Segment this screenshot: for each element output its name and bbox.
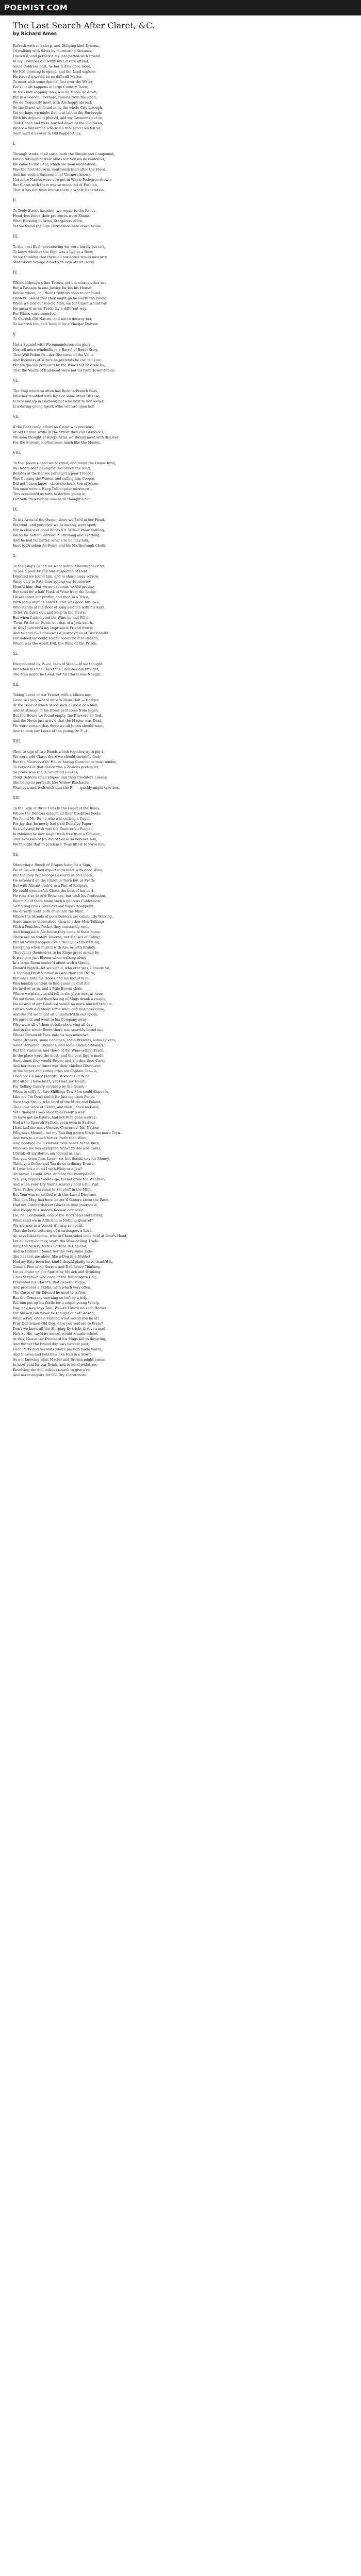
poem-line: With some stuff he call'd Claret was good Mr. P—e, xyxy=(13,600,101,604)
poem-line: Whether troubled with Rats or some other Disease, xyxy=(13,394,101,398)
poem-line: He invited us in, and a Mile Broom chair, xyxy=(13,987,83,991)
logo-domain: COM xyxy=(46,3,68,12)
poem-line: But all Wrung-nappen like a Dull Quakers-Meeting; xyxy=(13,940,101,944)
poem-line: Some Coldress past, he bor'd if he once more, xyxy=(13,64,92,69)
stanza xyxy=(13,378,348,409)
poem-line: For in choice of good Wines Kit. Will—I know nothing, xyxy=(13,528,105,532)
poem-line: We are now in a Vessel, if I may so speak, xyxy=(13,1224,84,1228)
poem-line: Ay, says Likeadsome, who in Cheat-sided once bold at Boar's-Head, xyxy=(13,1234,127,1238)
poem-line: Why, says Mound—too my Bawling grown Kings me more Cryn— xyxy=(13,1131,124,1135)
poem-line: This occasion'd us both to decline going in, xyxy=(13,492,87,496)
poem-line: To let Visitants out, and keep in the Fleu's. xyxy=(13,611,86,615)
poem-line: Don't we know all the Slurping-Ily tricks that you use? xyxy=(13,1327,106,1331)
site-header xyxy=(0,0,361,15)
stanza xyxy=(13,651,348,677)
poem-line: And being each Ale-house they come to their home; xyxy=(13,930,101,934)
poem-line: So we thinking that there all our hopes would miscarry, xyxy=(13,255,108,259)
poem-line: By Broom-Men a Singing Old Simon the King; xyxy=(13,466,91,470)
poem-line: Is a daring young Spark o'the venture upon her. xyxy=(13,404,95,409)
poem-line: That Ten Mug had been batter'd Ginters about the Face, xyxy=(13,1198,109,1202)
poem-line: And produces a Fiddle, with which very often, xyxy=(13,1285,92,1290)
stanza xyxy=(13,682,348,734)
poem-line: Pray Gentlemen Old Dog, dare you venture to Prate? xyxy=(13,1321,103,1326)
poem-line: To the Arms of the Queen, since we Pal'd at her Head, xyxy=(13,518,105,522)
poem-line: Steer'd our Voyage directly to sign of Old Harry. xyxy=(13,260,95,264)
poem-line: But Claret with them was so much out of Fashion, xyxy=(13,183,98,187)
poem-line: Prevented his Claret's, that general Vogue; xyxy=(13,1280,87,1284)
poem-line: We were certain that there we all Juices should want, xyxy=(13,724,104,728)
poem-line: Came to Lyon, where once William Hall — Hedger xyxy=(13,698,99,702)
poem-line: To have got an Estate, had not Wife gone a stray; xyxy=(13,1115,97,1120)
poem-line: For Musick can never be thought out of Season, xyxy=(13,1311,95,1315)
poem-line: And as strange in his Dress as if come from Japan; xyxy=(13,708,99,713)
poem-line: Hous'd him; that we no expences would grudge, xyxy=(13,585,95,589)
poem-line: That excesses of Joy did of Sense so bereave him, xyxy=(13,837,97,841)
poem-line: But when his fine Claret the Chamberlain brought, xyxy=(13,667,100,671)
stanza xyxy=(13,198,348,229)
poem-line: Sometimes they would Swear, and another time Curse, xyxy=(13,1059,107,1063)
poem-line: Twixt Debtors small Hopes, and their Creditors Losses; xyxy=(13,775,107,779)
stanza-numeral: I. xyxy=(13,142,15,146)
poem-line: But the Vintners, and those of the Wine-selling Trade, xyxy=(13,1048,105,1053)
stanza xyxy=(13,141,348,193)
poem-line: At the upper end sitting cries old Captain Ter—le, xyxy=(13,1069,98,1073)
poem-line: Come a Ploo of all Sorrow and Dull heavy Thinking, xyxy=(13,1265,101,1269)
poem-line: Was Cursing the Waiter, and calling him Cooper, xyxy=(13,477,95,481)
poem-line: The Man might be Good, yet his Claret was Naught. xyxy=(13,672,102,676)
poem-line: But the Mistress o'th' House having Conscience most tender, xyxy=(13,760,117,764)
stanza-numeral: XIII. xyxy=(13,739,21,743)
poem-line: To Cherish Old Nature, and not to destroy her, xyxy=(13,317,92,321)
poem-line: Some Drapers, some Lacemen, some Brewers, some Bakers, xyxy=(13,1038,116,1042)
poem-line: If the Bear could afford no Claret was precious, xyxy=(13,425,94,429)
poem-line: In my Chamber did softly my Leisure attend; xyxy=(13,59,89,63)
poem-line: Refresh with soft sleep, and Obliging kind Dreams, xyxy=(13,44,100,48)
poem-line: At the chief Topping Inns, will no Tipple go down; xyxy=(13,90,98,94)
logo-letter: P xyxy=(4,3,10,12)
poem-line: And has such a Succession of Vintners known, xyxy=(13,173,92,177)
poem-line: For Self-Preservation was ne're thought a Sin. xyxy=(13,497,92,501)
poem-line: We desir'd of our Landlord would no more himself trouble, xyxy=(13,1002,113,1006)
author-link[interactable]: Richard Ames xyxy=(21,31,57,37)
poem-line: We at Go—ds then expected to meet with good Wine; xyxy=(13,868,104,872)
poem-line: Who like me has exempted from Trouble and Cares, xyxy=(13,1146,102,1150)
poem-line: What Blessing to Arms, Stargazers allow, xyxy=(13,219,83,223)
poem-container xyxy=(13,21,348,1383)
poem-title: The Last Search After Claret, &C. xyxy=(13,21,155,30)
poem-line: I wak'n'd, and perceiv'd my late parted-with Friend, xyxy=(13,54,102,58)
stanza-numeral: XII. xyxy=(13,683,20,687)
poem-line: Went out, and both wish that the P—— quickly might take her. xyxy=(13,786,119,790)
poem-line: We came to the Bear, which we soon understood, xyxy=(13,162,97,166)
logo-dot: . xyxy=(43,3,47,12)
poem-line: And so took our Leave of the young Dr. P—t. xyxy=(13,729,89,733)
poem-line: He could counterfeit Claret the best of her sort, xyxy=(13,889,95,893)
poem-line: In a large Room encirc'd about with a throng, xyxy=(13,961,91,965)
poem-line: Disappointed by P—ce, then of Wood—ld we thought xyxy=(13,662,103,666)
poem-line: But since both his Hopes and his Industry fail, xyxy=(13,976,92,980)
poem-line: But when I attempted the Wine he had Wil'd, xyxy=(13,616,90,620)
poem-line: Where the Debtors esteem all their Creditors Fools; xyxy=(13,811,102,816)
poem-line: They fancy themselves to be Kings great as can be. xyxy=(13,951,101,955)
poem-line: Before whom, call their Creditors soon to confound; xyxy=(13,291,102,295)
stanza-numeral: IX. xyxy=(13,507,18,512)
poem-line: At the Door of which stood such a Ghost of a Man, xyxy=(13,703,99,707)
poem-line: Would all of them make such a got'rous Confession; xyxy=(13,899,101,903)
poem-byline xyxy=(13,31,348,37)
stanza xyxy=(13,553,348,646)
stanza xyxy=(13,270,348,327)
poem-line: For so it oft happens in large Country Town; xyxy=(13,85,88,89)
poem-line: To Persons of that desire was a Zealous pretender; xyxy=(13,765,100,769)
poem-line: And Richness of Wine's he pretends he can tell you: xyxy=(13,358,101,362)
stanza xyxy=(13,450,348,502)
poem-line: For indeed we could scarce reconcile it to Reason, xyxy=(13,636,99,640)
stanza-numeral: V. xyxy=(13,332,17,336)
poem-line: To know whether the Sign was a Lyg or a Boot; xyxy=(13,250,93,254)
poem-line: Not more Names were e're get in Whole Pedegree shown: xyxy=(13,178,112,182)
poem-line: Is now laid up in Harbour, but who next to her owner, xyxy=(13,399,105,403)
poem-line: Ah brave! I could have stood at the Pantry-Door, xyxy=(13,1172,95,1176)
poem-line: Fie, fie, Gentlemen, one of the Hogshead and Barrel, xyxy=(13,1213,103,1217)
poem-line: Who stands at the Door of King's-Bench with his Keys, xyxy=(13,605,106,609)
poem-line: If I was but a mind I with-Whig or a Jew? xyxy=(13,1167,83,1171)
stanza-numeral: VI. xyxy=(13,379,19,383)
poem-line: For Selling Canary so cheap by the Quart; xyxy=(13,1084,85,1089)
poem-line: And the News just arriv'd that the Master was Dead, xyxy=(13,719,103,723)
poem-line: So finding cross Fates did our hopes disappoint, xyxy=(13,904,95,908)
poem-line: Where we plainly could tell in the place next as hear; xyxy=(13,992,104,996)
stanza-numeral: II. xyxy=(13,198,17,202)
poem-line: So the Claret we found none the whole City through, xyxy=(13,106,103,110)
poem-line: Yet we found the Sign Retrograde here down below. xyxy=(13,224,102,228)
poem-line: But Tom was so nettled with this Laced Disgrace, xyxy=(13,1193,97,1197)
poem-line: Had my Fate been but kind I should gladly have thank'd it. xyxy=(13,1260,113,1264)
poem-line: Which although a fine Tavern, yet has scarce other use, xyxy=(13,281,108,285)
poem-line: But send for a half Flask of Wine from the Lodge xyxy=(13,590,96,594)
poem-line: Had not Lumbardstreet Glover in time interpos'd, xyxy=(13,1203,98,1207)
stanza xyxy=(13,332,348,373)
stanza xyxy=(13,414,348,445)
site-logo[interactable] xyxy=(4,4,68,12)
poem-line: Resolving the dull tedious search to give o're, xyxy=(13,1368,91,1372)
stanza xyxy=(13,739,348,790)
poem-line: So lively and brisk was the Counterfeit Pauper, xyxy=(13,827,93,831)
poem-line: Yet I thought I was once in as ready a way xyxy=(13,1110,85,1114)
stanza-numeral: VII. xyxy=(13,415,20,419)
poem-line: Was the first House in Southwark built after the Flood, xyxy=(13,167,107,172)
poem-line: We do frequently meet with Ale happy abroad; xyxy=(13,100,92,105)
poem-line: And in the whole Room there was scarcely found one, xyxy=(13,1028,105,1032)
poem-line: He esteem'd all the Claret in Town but as Froth; xyxy=(13,878,95,883)
poem-line: To the Sign of three Tuns in the Heart of the Rules, xyxy=(13,806,101,810)
poem-line: To the next Bush adventuring we were hardly put to't, xyxy=(13,245,105,249)
poem-line: The Cares of Sir Edward he used to soften; xyxy=(13,1291,87,1295)
stanza-numeral: VIII. xyxy=(13,451,21,455)
poem-line: I had once a most plentiful stock of Old Wine; xyxy=(13,1074,91,1078)
poem-line: Nor tell more windmills in a Barrel of Bendi Story, xyxy=(13,348,99,352)
poem-line: That the Vaults of Bull-head were not far from Tower-Stairs. xyxy=(13,368,116,372)
poem-line: I Drink off my Bottle, am Jocund as any; xyxy=(13,1151,81,1156)
poem-line: Yes, yes, cries Tom. Lawr—ce, but thanks to your Money. xyxy=(13,1157,110,1161)
poem-line: Why, the Misery Meres Fortune in England; xyxy=(13,1244,88,1248)
poem-body xyxy=(13,43,348,1378)
poem-line: She being so perfectly like Widow Blackacre, xyxy=(13,781,90,785)
poem-line: With a Penitless Pocket they constantly rant, xyxy=(13,925,89,929)
poem-line: Some Hornified Cuckolds, and some Cuckold-Makers, xyxy=(13,1043,105,1047)
poem-line: Through stinks of all sorts, both the Simple and Compound, xyxy=(13,152,115,156)
poem-line: And he said P—e once was a Journeyman at Black-smith: xyxy=(13,631,110,635)
poem-line: For joy that he newly had paid Debts by Paper; xyxy=(13,822,93,826)
poem-line: And Glasses and Pots flew like Hail in a Storm; xyxy=(13,1352,93,1357)
poem-line: To meet with some Special Just over the Water; xyxy=(13,80,94,84)
poem-line: He told morning to spend, and the Land explore; xyxy=(13,70,96,74)
poem-line: Besides at the Bar we perceiv'd a poor Trooper xyxy=(13,471,93,476)
poem-line: That it has not been known there a whole Generation. xyxy=(13,188,105,192)
poem-line: What a Pox, cries a Vintner, what would you be at? xyxy=(13,1316,100,1320)
poem-line: At this I perceiv'd my Imprison'd Friend frown; xyxy=(13,626,93,630)
poem-line: Let all every-he may, scorn the Wine-selling Trade; xyxy=(13,1239,100,1243)
poem-line: Had a the Spanish Padlock been even in Fashion, xyxy=(13,1121,97,1125)
poem-line: We sat down, and then having of Mugs drank a couple, xyxy=(13,997,107,1001)
poem-line: That the least tottering of it endangers a Leak. xyxy=(13,1229,93,1233)
poem-line: We were told Claret there we should certainly find; xyxy=(13,755,100,759)
poem-line: So brave was she in Soliciting Causes, xyxy=(13,770,78,774)
poem-line: We thought that in prudence 'twas fittest to leave him. xyxy=(13,842,106,846)
poem-line: To the Queen's-head we hastned, and found the House Ring, xyxy=(13,461,116,465)
poem-line: Each Party had Seconds where passion made Warm, xyxy=(13,1347,102,1351)
poem-line: And turn to a much better Profit than Wine; xyxy=(13,1136,88,1140)
poem-line: Was humbly content to find guess by dull Ale: xyxy=(13,981,91,986)
poem-line: He's as Hic, say'd be amiss', would Muzzle school xyxy=(13,1332,97,1336)
poem-line: I had had the most Venture Concern'd 'Ith' Nation: xyxy=(13,1126,100,1130)
poem-line: Where the Streets of poor Debtors are constantly Walking, xyxy=(13,914,113,919)
poem-line: At this, House—er Drunkard his Mugs fell to throwing, xyxy=(13,1337,106,1341)
poem-line: Which through narrow Allies our Senses do confound, xyxy=(13,157,105,161)
stanza-numeral: XV. xyxy=(13,853,19,857)
poem-line: And when your Dry Vaults scarcely hold a full Pint, xyxy=(13,1182,100,1187)
poem-line: He runs'd so darn'd Brewings, but wish his Profession, xyxy=(13,894,106,898)
poem-line: The Lions were of Claret, and then I have no Land, xyxy=(13,1105,100,1109)
stanza xyxy=(13,43,348,136)
poem-line: Head, but found their pretences were Shams; xyxy=(13,214,91,218)
poem-line: But altho' I have lost't, yet I had my Heart, xyxy=(13,1079,86,1083)
poem-line: To the King's Bench we went without hindrance or let, xyxy=(13,564,106,568)
poem-line: Soon waft'd us over to Old Pepper-Alley. xyxy=(13,131,81,135)
poem-line: What shall we in Affliction in Nothing Quarrel? xyxy=(13,1218,93,1223)
poem-line: Damn'd Sigh'd—let we sigh'd, who ever was, I ensure ye, xyxy=(13,966,110,970)
poem-line: For Wines were intended — xyxy=(13,312,60,316)
poem-line: But the Jolly Wine-cooper assur'd us on's Oath, xyxy=(13,873,93,877)
poem-line: Dejected we found him, and in sharp away sorrow, xyxy=(13,574,99,579)
poem-line: We soon thought at King's Arms we should meet with disaster; xyxy=(13,435,120,439)
poem-line: And thither the Friendship was fiercest past; xyxy=(13,1342,90,1346)
poem-line: And Pooply this sudden Rocoon compos'd: xyxy=(13,1208,85,1212)
byline-label: by xyxy=(13,31,20,37)
logo-word: OEMIST xyxy=(10,3,44,12)
poem-line: Sometimes to themselves, then to other Men Talking; xyxy=(13,920,104,924)
poem-line: Nay, produce me a Vintner from hence to the Bars, xyxy=(13,1141,100,1145)
poem-line: But with Alicant dash'd in a Pint of Redport, xyxy=(13,884,88,888)
poem-line: It was now just Eleven when walking along, xyxy=(13,956,88,960)
poem-line: So not knowing what Maoler and Broken might ensue, xyxy=(13,1358,106,1362)
poem-line: Like me I'm Don't stid it for just eighteen-Pence, xyxy=(13,1095,96,1099)
poem-line: We directly went both of us into the Mint. xyxy=(13,909,84,913)
poem-line: And in Holland I found her the very same Jade; xyxy=(13,1249,93,1253)
poem-line: To see a poor Friend was suspected of Debt; xyxy=(13,569,89,573)
poem-line: And hardness of times was their chiefest Discourse; xyxy=(13,1064,102,1068)
poem-line: We went, and perceiv'd we as meanly were sped; xyxy=(13,523,96,527)
poem-line: Debtors: Swear that they might go no worth ten Pound; xyxy=(13,296,108,300)
stanza-numeral: XI. xyxy=(13,652,18,656)
poem-line: Than Will Robin Fe—der Discourse of the Value xyxy=(13,353,94,357)
stanza-numeral: XIV. xyxy=(13,796,20,800)
poem-line: For the Servant is oftentimes much like the Master. xyxy=(13,440,101,445)
poem-line: Not a Spaniel with Wisemaunderies can glory, xyxy=(13,343,92,347)
poem-line: Yes, yes, replies Woold—ge, till not grew the Weather; xyxy=(13,1177,105,1181)
poem-line: When we told our Friend Man, we for Claret would Pay, xyxy=(13,301,108,306)
poem-line: Cries Steph—n who once at the Billingsgate Dog, xyxy=(13,1275,97,1279)
poem-line: Let us chear up our Spirits by Musick and Drinking, xyxy=(13,1270,102,1274)
poem-line: A Topping Brisk Vintner in Lane they call Drury; xyxy=(13,971,95,975)
poem-line: When to sell't for two Shillings Tow Men could dispense, xyxy=(13,1090,109,1094)
stanza xyxy=(13,852,348,1378)
poem-line: So we wish him half 'hang'd for a Vinegar Drawer. xyxy=(13,322,99,326)
poem-line: Sure says Ste—y, who Lord of the Mitre and Poland, xyxy=(13,1100,102,1104)
poem-line: The Ship which so often has Rode in French Seas, xyxy=(13,389,99,393)
stanza xyxy=(13,507,348,548)
stanza-numeral: X. xyxy=(13,554,17,558)
stanza-numeral: III. xyxy=(13,234,19,239)
poem-line: Observing a Bunch of Grapes hang for a Sign, xyxy=(13,863,91,867)
poem-line: But the Company scorning so trifling a help, xyxy=(13,1296,89,1300)
poem-line: Of walking with Silvia by murmuring Streams, xyxy=(13,49,92,53)
poem-line: But in a Peaceful Cottage, remote from the Road, xyxy=(13,95,97,99)
poem-line: He accepted our proffer, and then in a Trice, xyxy=(13,595,89,599)
poem-line: We found Mr. Ro—e who was cutting a Caper, xyxy=(13,817,91,821)
poem-line: For we both did about some small odd Business come, xyxy=(13,1007,105,1011)
poem-line: Where a Waterman who will a thousand Lies tell ye, xyxy=(13,126,102,130)
poem-line: Being far better Learned in Stitching and Frothing, xyxy=(13,533,101,537)
poem-line: Which was the worst Evil, the Wine or the Prison. xyxy=(13,641,98,646)
poem-line: He forced it would be no difficult Matter, xyxy=(13,75,83,79)
poem-line: Kept to Drunken All-Fours and his Marlborough Chalk. xyxy=(13,544,106,548)
poem-line: And he had far better, what e're he may talk, xyxy=(13,538,89,543)
poem-line: 'Twas Fit for no Palate but that of a Jack-smith. xyxy=(13,621,93,625)
poem-line: But a Passage to one Justice for his his House; xyxy=(13,286,92,290)
poem-line: In hard paid for our Drink, and to mind withdrew, xyxy=(13,1363,97,1367)
poem-line: Since only to-Fate does belong our to-morrow xyxy=(13,580,91,584)
poem-line: You once were a Hoop-Tub-er-poor mirror-ro — xyxy=(13,487,93,491)
poem-line: At old Capran's-rifle in the Street they call Geracious; xyxy=(13,430,105,434)
poem-line: She has tost me about like a Dog in a Blanket, xyxy=(13,1255,92,1259)
poem-line: Then to sign of two Hands which together were pin'd, xyxy=(13,750,105,754)
poem-line: In thinking he now might walk free from a Cloister; xyxy=(13,832,101,836)
poem-line: He ansur'd us his Trade lay a different way, xyxy=(13,307,87,311)
poem-line: With his Argument pleas'd, and my Garments put on, xyxy=(13,116,104,120)
poem-line: Then Father you came to Set stuff in the Mint. xyxy=(13,1188,92,1192)
poem-line: Think you Coffee and Tea do so ordinary Brews, xyxy=(13,1162,95,1166)
poem-line: In the place were the most, and the best figure made; xyxy=(13,1054,105,1058)
poem-line: Excepting when flush'd with Ale, or with Brandy, xyxy=(13,945,96,950)
poem-line: Who were all of them strictly observing all day, xyxy=(13,1023,93,1027)
poem-line: To Tooly-Street hastning, we repair to the Ram's- xyxy=(13,209,97,213)
poem-line: And desir'd we might sit undisturb'd in our Room; xyxy=(13,1012,99,1016)
poem-line: And never enquire for Old Dry Claret more. xyxy=(13,1373,88,1377)
stanza xyxy=(13,234,348,265)
poem-line: Bid him put up his fiddle for a stupid young Whelp. xyxy=(13,1301,100,1305)
poem-line: Nay, nay, nay, says Tom. We—re I know no such Horses, xyxy=(13,1306,108,1310)
poem-line: There are no stately Taverns, nor Houses of Eating, xyxy=(13,935,101,939)
poem-line: Did not I once know—since the brisk Son of Mario xyxy=(13,482,99,486)
stanza-numeral: IV. xyxy=(13,270,18,275)
poem-line: But the House we found empty, the Drawers all fled, xyxy=(13,714,102,718)
poem-line: Taking Leave of our Friend, with a Libera nos, xyxy=(13,693,92,697)
poem-line: He agree'd, and went to his Company away, xyxy=(13,1018,88,1022)
stanza xyxy=(13,795,348,847)
poem-line: Took Coach and were hurried down to the Old Swan, xyxy=(13,121,103,125)
poem-line: Yet perhaps we might find it at last in the Burrough: xyxy=(13,111,102,115)
poem-line: Whose Person or Face unto us was unknown; xyxy=(13,1033,90,1037)
poem-line: But we quickly perceiv'd by the Wine that he drew us, xyxy=(13,363,105,367)
